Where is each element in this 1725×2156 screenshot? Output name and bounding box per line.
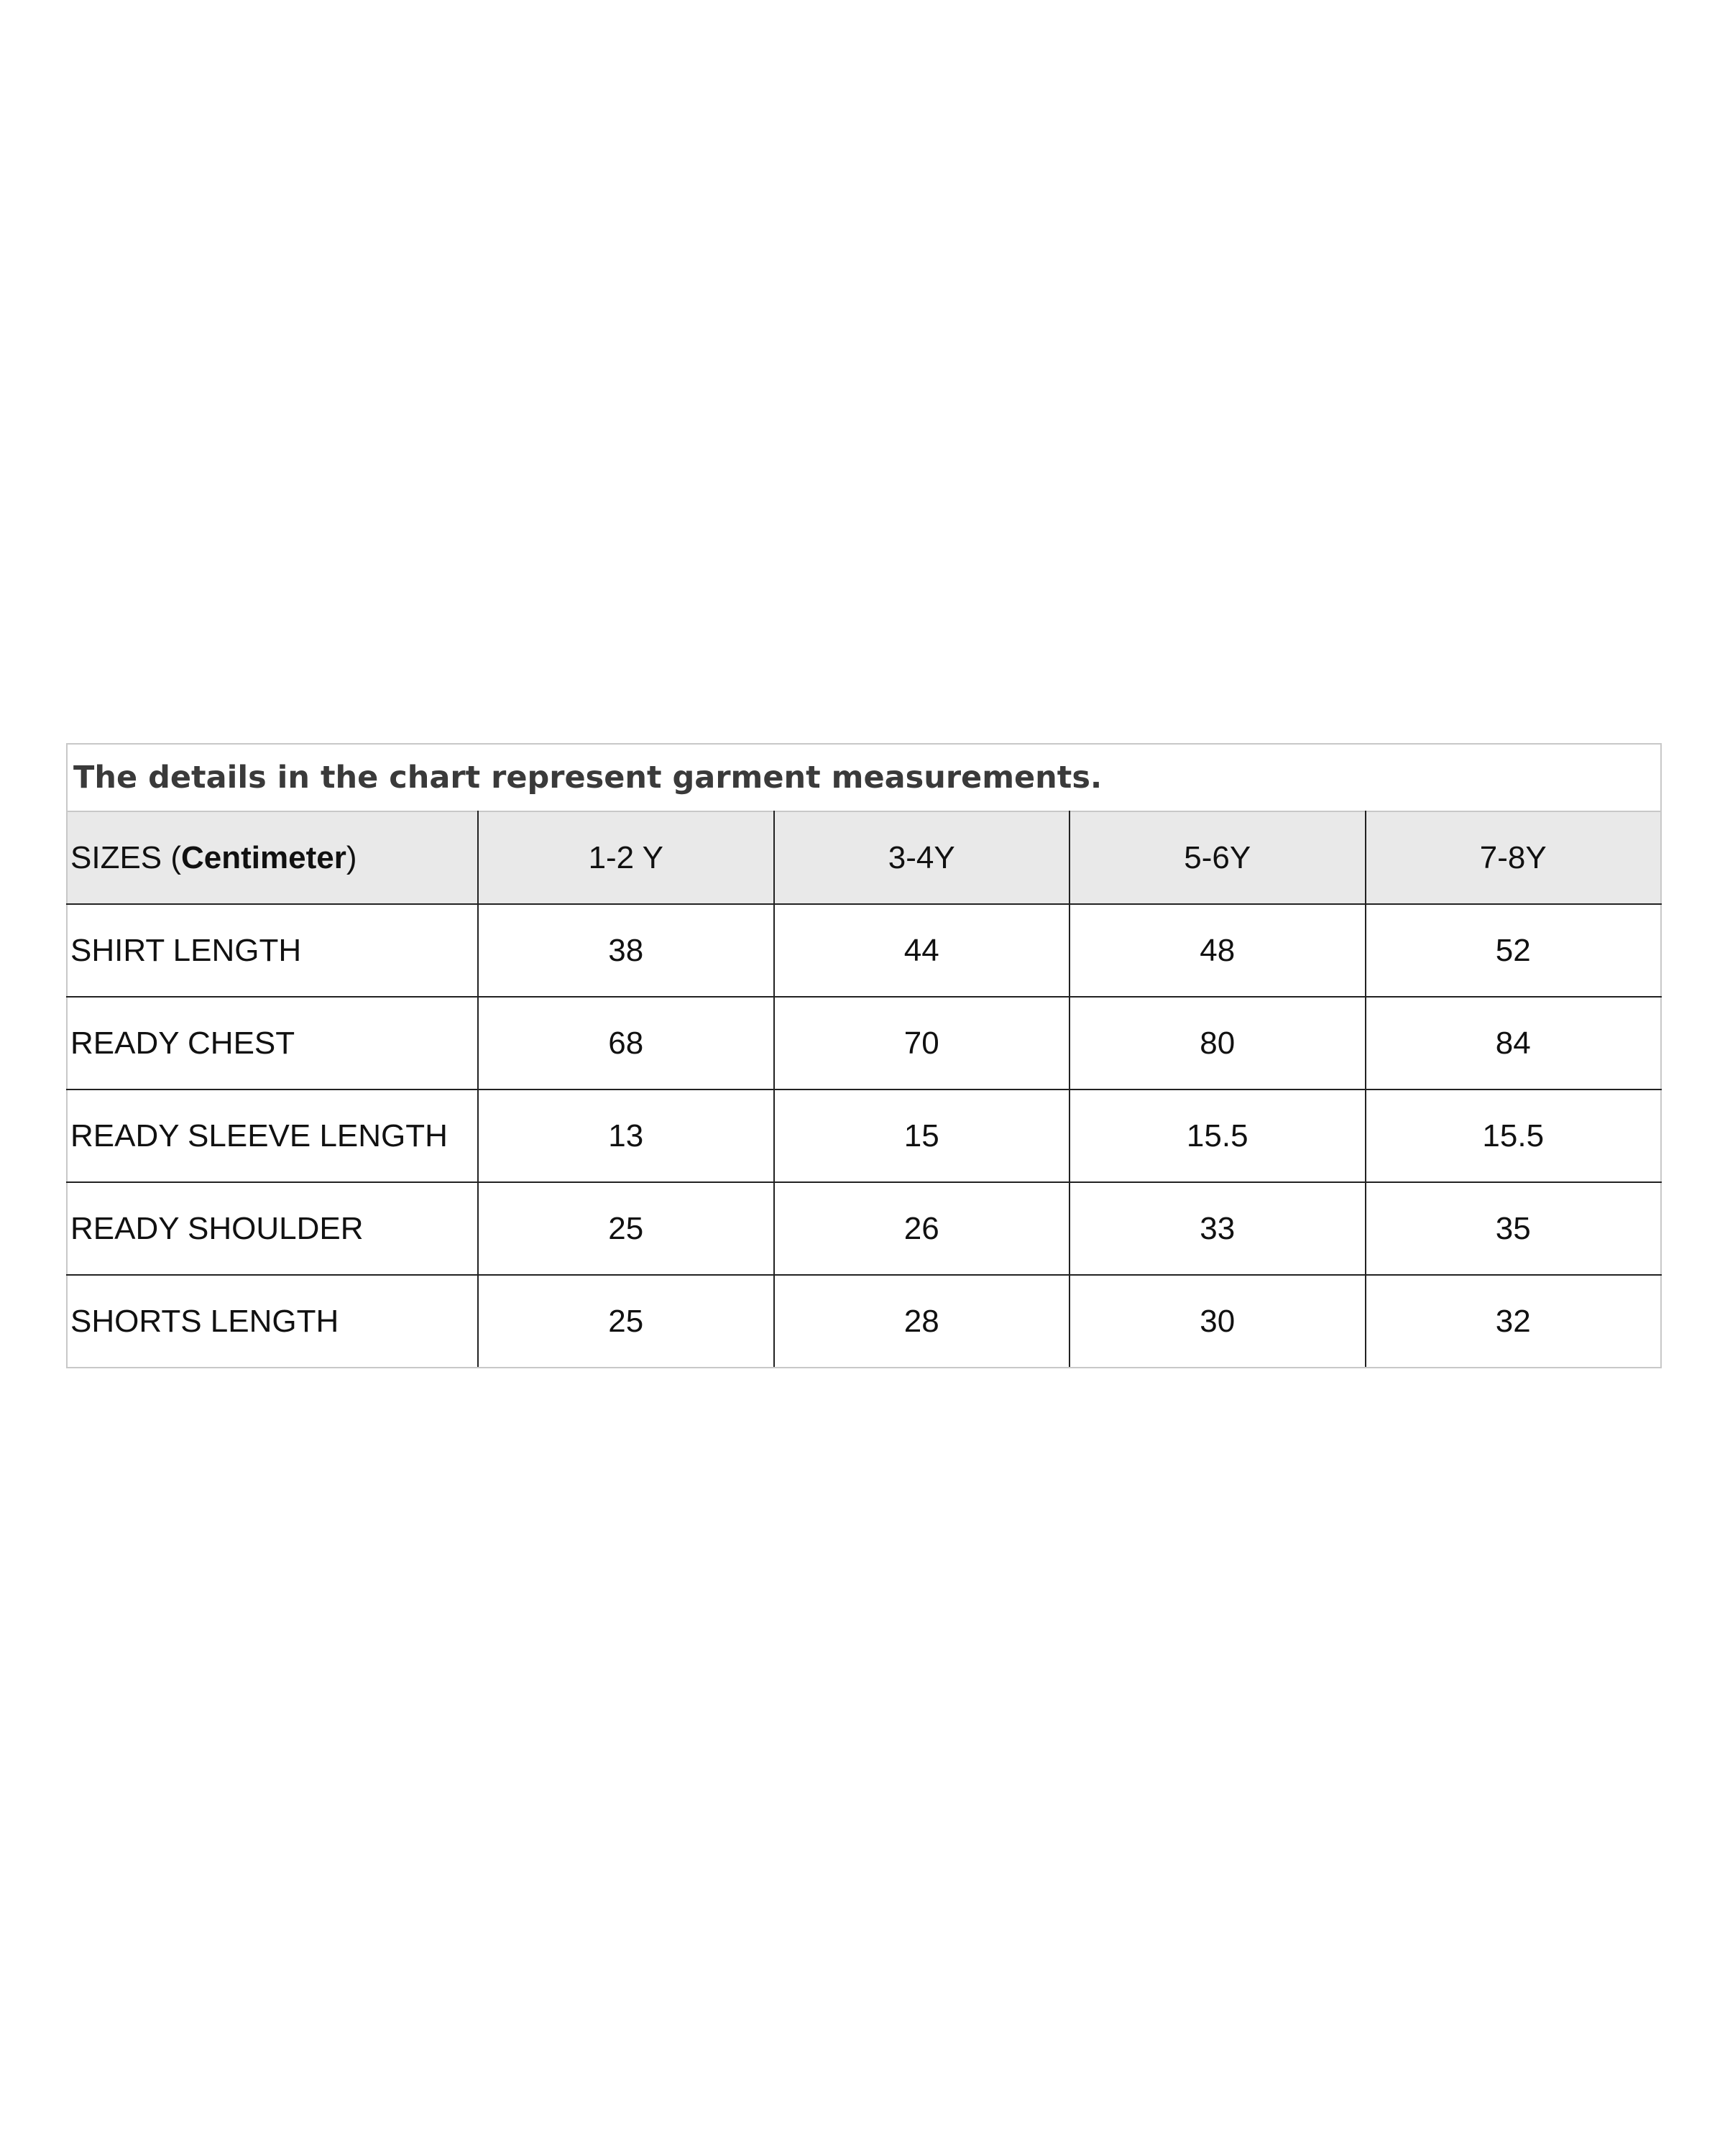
row-label: SHORTS LENGTH xyxy=(67,1275,478,1368)
measurement-cell: 26 xyxy=(774,1182,1070,1275)
sizes-header-prefix: SIZES ( xyxy=(70,839,182,875)
measurement-cell: 84 xyxy=(1366,997,1662,1089)
measurement-cell: 35 xyxy=(1366,1182,1662,1275)
table-row xyxy=(67,1182,1661,1275)
row-label: READY SLEEVE LENGTH xyxy=(67,1089,478,1182)
size-column-header: 7-8Y xyxy=(1366,811,1662,904)
measurement-cell: 13 xyxy=(478,1089,774,1182)
measurement-cell: 32 xyxy=(1366,1275,1662,1368)
size-chart xyxy=(66,743,1662,1368)
measurement-cell: 25 xyxy=(478,1182,774,1275)
measurement-cell: 30 xyxy=(1070,1275,1366,1368)
table-row xyxy=(67,1089,1661,1182)
measurement-cell: 70 xyxy=(774,997,1070,1089)
size-column-header: 3-4Y xyxy=(774,811,1070,904)
caption-box xyxy=(66,743,1662,811)
measurement-cell: 15.5 xyxy=(1070,1089,1366,1182)
measurement-cell: 44 xyxy=(774,904,1070,997)
unit-label: Centimeter xyxy=(181,839,346,875)
size-column-header: 1-2 Y xyxy=(478,811,774,904)
measurement-table xyxy=(66,811,1662,1368)
size-column-header: 5-6Y xyxy=(1070,811,1366,904)
sizes-header-suffix: ) xyxy=(346,839,357,875)
header-row xyxy=(67,811,1661,904)
measurement-cell: 25 xyxy=(478,1275,774,1368)
table-row xyxy=(67,904,1661,997)
measurement-cell: 33 xyxy=(1070,1182,1366,1275)
measurement-cell: 38 xyxy=(478,904,774,997)
measurement-cell: 68 xyxy=(478,997,774,1089)
row-label: SHIRT LENGTH xyxy=(67,904,478,997)
row-label: READY CHEST xyxy=(67,997,478,1089)
measurement-cell: 28 xyxy=(774,1275,1070,1368)
row-label: READY SHOULDER xyxy=(67,1182,478,1275)
measurement-cell: 15 xyxy=(774,1089,1070,1182)
sizes-header-cell xyxy=(67,811,478,904)
measurement-cell: 52 xyxy=(1366,904,1662,997)
measurement-cell: 80 xyxy=(1070,997,1366,1089)
measurement-cell: 15.5 xyxy=(1366,1089,1662,1182)
table-row xyxy=(67,997,1661,1089)
table-row xyxy=(67,1275,1661,1368)
chart-caption: The details in the chart represent garment measurements. xyxy=(73,760,1103,796)
measurement-cell: 48 xyxy=(1070,904,1366,997)
